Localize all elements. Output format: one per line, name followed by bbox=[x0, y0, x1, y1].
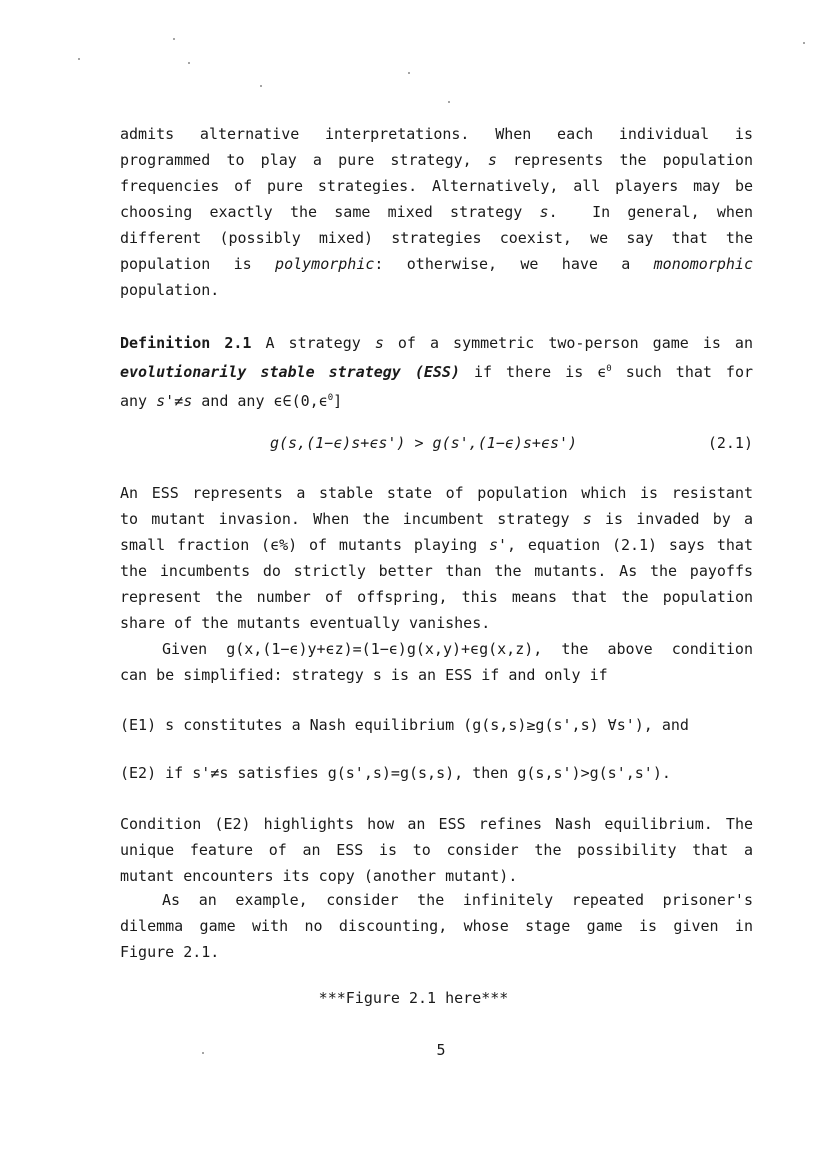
scan-speck bbox=[173, 38, 175, 40]
definition-label: Definition 2.1 bbox=[120, 334, 252, 352]
text-line: evolutionarily stable strategy (ESS) if there is $\epsilon^0$ such that for bbox=[120, 363, 754, 381]
scan-speck bbox=[78, 58, 80, 60]
text-line: Figure 2.1. bbox=[120, 943, 220, 961]
text-line: population. bbox=[120, 281, 220, 299]
text-line: unique feature of an ESS is to consider the possibility that a bbox=[120, 841, 753, 859]
page-number: 5 bbox=[436, 1041, 446, 1059]
text-line: can be simplified: strategy s is an ESS if and only if bbox=[120, 666, 608, 684]
scan-speck bbox=[803, 42, 805, 44]
paragraph-example bbox=[120, 887, 753, 965]
text-line: the incumbents do strictly better than the mutants. As the payoffs bbox=[120, 562, 753, 580]
text-line: (E2) if s'≠s satisfies g(s',s)=g(s,s), then g(s,s')>g(s',s'). bbox=[120, 764, 671, 782]
paragraph-ess-explanation bbox=[120, 480, 753, 636]
text-line: small fraction (ϵ%) of mutants playing s', equation (2.1) says that bbox=[120, 536, 753, 554]
condition-e1 bbox=[120, 712, 753, 738]
text-line: admits alternative interpretations. When each individual is bbox=[120, 125, 753, 143]
equation-body: g(s,(1−ϵ)s+ϵs') > g(s',(1−ϵ)s+ϵs') bbox=[270, 434, 578, 452]
text-line: dilemma game with no discounting, whose stage game is given in bbox=[120, 917, 753, 935]
figure-placeholder: ***Figure 2.1 here*** bbox=[318, 989, 509, 1007]
equation-number: (2.1) bbox=[707, 434, 753, 452]
definition-term: evolutionarily stable strategy (ESS) bbox=[120, 363, 460, 381]
text-line: Definition 2.1 A strategy s of a symmetric two-person game is an bbox=[120, 334, 753, 352]
text-line: population is polymorphic: otherwise, we have a monomorphic bbox=[120, 255, 753, 273]
text-line: As an example, consider the infinitely repeated prisoner's bbox=[162, 891, 753, 909]
text-line: frequencies of pure strategies. Alternatively, all players may be bbox=[120, 177, 753, 195]
definition-block bbox=[120, 330, 753, 414]
scan-speck bbox=[448, 101, 450, 103]
scan-speck bbox=[408, 72, 410, 74]
condition-e2 bbox=[120, 760, 753, 786]
text-line: represent the number of offspring, this means that the population bbox=[120, 588, 753, 606]
text-line: Given g(x,(1−ϵ)y+ϵz)=(1−ϵ)g(x,y)+ϵg(x,z), the above condition bbox=[162, 640, 753, 658]
text-line: An ESS represents a stable state of population which is resistant bbox=[120, 484, 753, 502]
scan-speck bbox=[260, 85, 262, 87]
text-line: to mutant invasion. When the incumbent strategy s is invaded by a bbox=[120, 510, 753, 528]
text-line: Condition (E2) highlights how an ESS refines Nash equilibrium. The bbox=[120, 815, 753, 833]
paragraph-e2-highlight bbox=[120, 811, 753, 889]
text-line: programmed to play a pure strategy, s represents the population bbox=[120, 151, 753, 169]
text-line: any s'≠s and any $\epsilon\in(0,\epsilon^0]$ bbox=[120, 392, 343, 410]
text-line: mutant encounters its copy (another mutant). bbox=[120, 867, 518, 885]
text-line: different (possibly mixed) strategies coexist, we say that the bbox=[120, 229, 753, 247]
paragraph-simplification bbox=[120, 636, 753, 688]
text-line: share of the mutants eventually vanishes. bbox=[120, 614, 491, 632]
paragraph-intro bbox=[120, 121, 753, 303]
scan-speck bbox=[188, 62, 190, 64]
text-line: (E1) s constitutes a Nash equilibrium (g(s,s)≥g(s',s) ∀s'), and bbox=[120, 716, 689, 734]
text-line: choosing exactly the same mixed strategy s. In general, when bbox=[120, 203, 753, 221]
